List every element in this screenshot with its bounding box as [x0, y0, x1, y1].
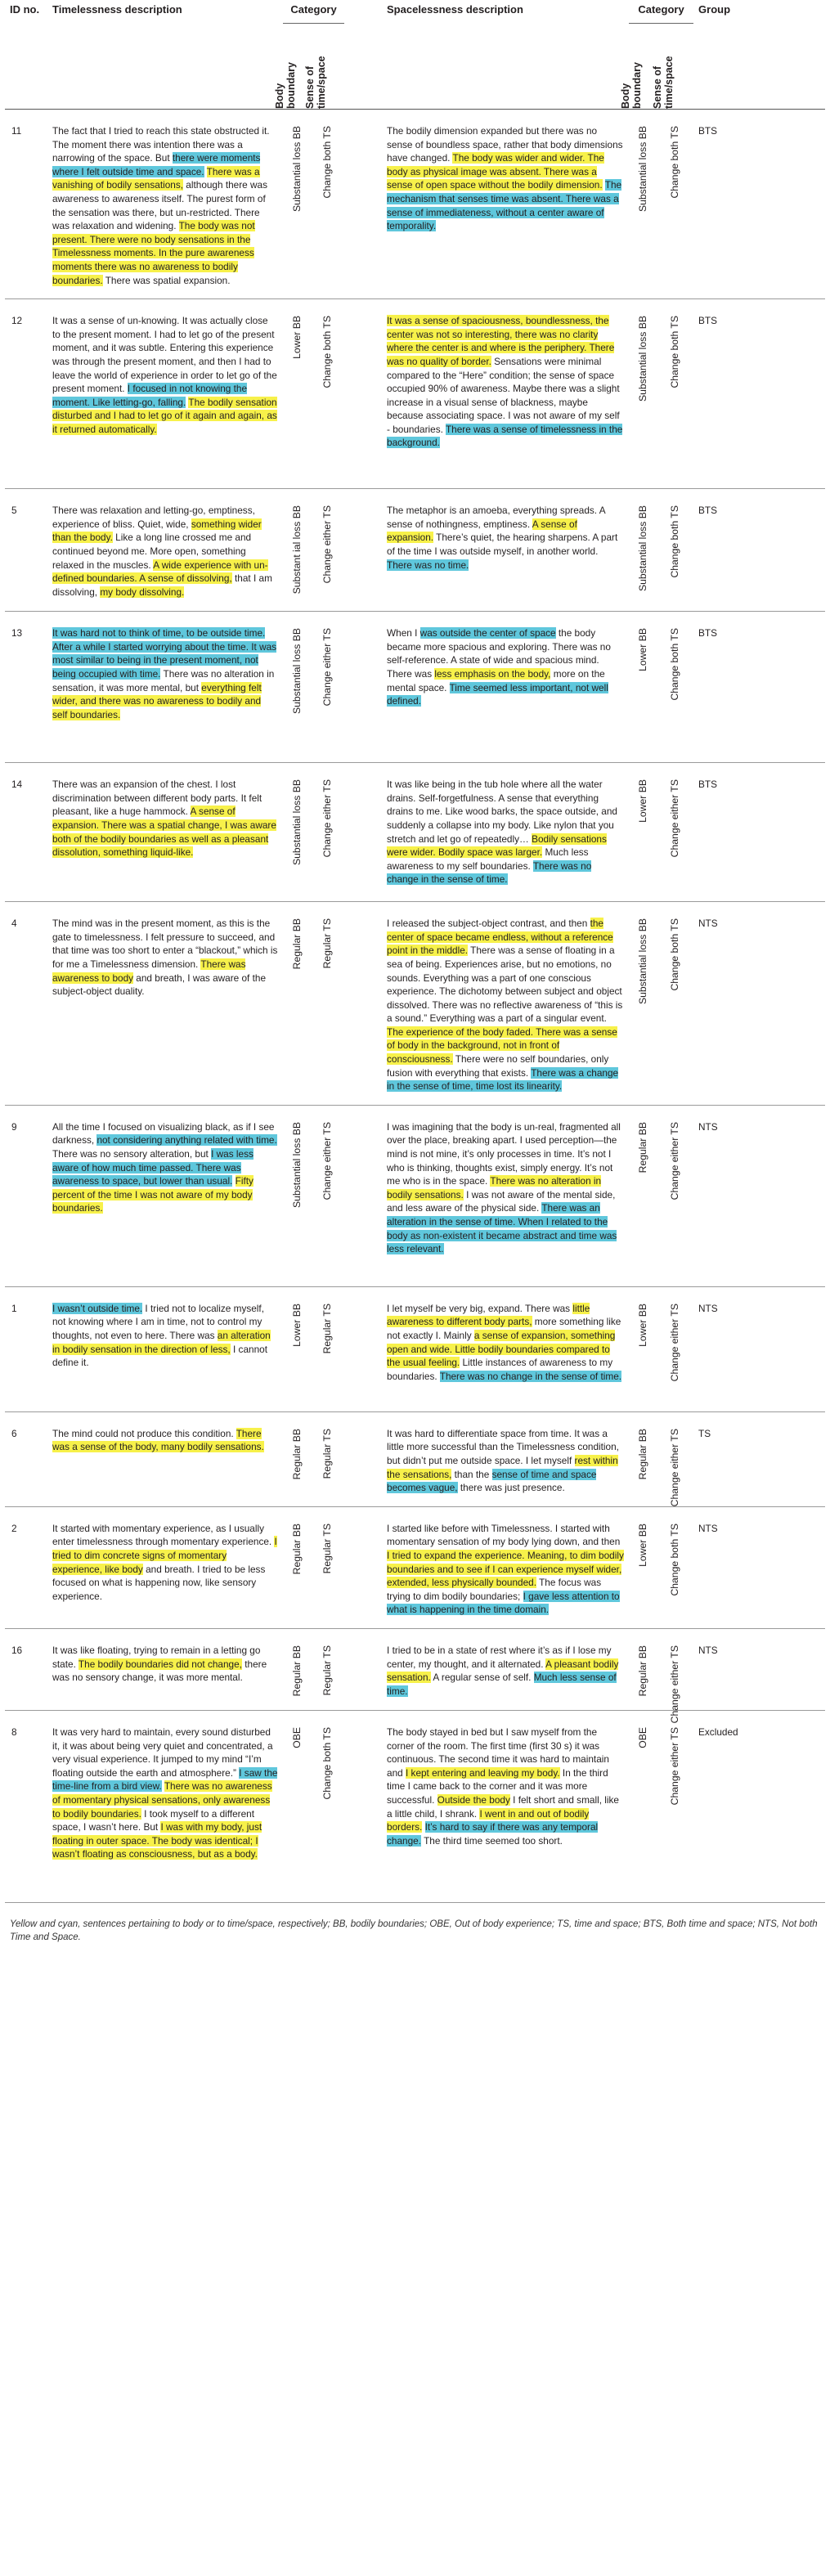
body-highlight: Bodily sensations were wider. Bodily space was larger. — [387, 832, 607, 859]
timeless-sense-time-space-header: Sense of time/space — [304, 56, 327, 109]
timelessness-description — [47, 1105, 283, 1286]
body-highlight: The body was wider and wider. The body as physical image was absent. There was a sense of open space without the bodily dimension. — [387, 152, 604, 191]
body-highlight: A wide experience with un-defined boundaries. A sense of dissolving, — [52, 559, 268, 585]
time-space-highlight: Much less sense of time. — [387, 1672, 617, 1697]
spaceless-sense-time-space — [656, 902, 693, 1106]
table-row — [5, 763, 825, 902]
text-segment: I tried to be in a state of rest where it’s as if I lose my center, my thought, and it alternated. — [387, 1644, 612, 1670]
timeless-sense-time-space — [310, 1286, 344, 1411]
spaceless-sense-time-space — [656, 1710, 693, 1902]
body-highlight: my body dissolving. — [100, 586, 185, 598]
group-cell: TS — [698, 1427, 711, 1439]
text-segment: It started with momentary experience, as I usually enter timelessness through momentary experience. — [52, 1522, 275, 1548]
text-segment: and breath, I was aware of the subject-object duality. — [52, 972, 267, 998]
spaceless-sense-time-space — [656, 1411, 693, 1506]
table-row — [5, 1710, 825, 1902]
timeless-body-boundary-label: Regular BB — [290, 1523, 303, 1575]
body-highlight: There was a vanishing of bodily sensations, — [52, 165, 260, 191]
text-segment: Sensations were minimal compared to the “Here” condition; the sense of space occupied 90% of awareness. Maybe there was a slight increase in a visual sense of blackness, maybe because associating space. I was not aware of my self - boundaries. — [387, 355, 620, 435]
spaceless-body-boundary — [629, 299, 656, 489]
timelessness-description — [47, 1628, 283, 1710]
time-space-highlight: I wasn’t outside time. — [52, 1302, 143, 1314]
timeless-sense-time-space — [310, 489, 344, 612]
text-segment: I tried not to localize myself, not knowing where I am in time, not to control my thoughts, not even to here. There was — [52, 1302, 264, 1342]
spaceless-sense-time-space-label: Change both TS — [669, 628, 681, 701]
group-cell: NTS — [698, 918, 718, 930]
time-space-highlight: sense of time and space becomes vague, — [387, 1468, 597, 1494]
text-segment: there was no sensory change, it was more mental. — [52, 1658, 267, 1684]
group-cell: NTS — [698, 1120, 718, 1133]
table-row — [5, 1628, 825, 1710]
body-highlight: Outside the body — [437, 1793, 510, 1806]
spacer-cell — [344, 1506, 382, 1628]
spaceless-body-boundary-label: Substantial loss BB — [636, 126, 648, 213]
group-header: Group — [698, 3, 731, 16]
spaceless-sense-time-space-label: Change either TS — [669, 779, 681, 858]
timeless-sense-time-space — [310, 1506, 344, 1628]
spaceless-sense-time-space — [656, 612, 693, 763]
text-segment: There was no sensory alteration, but — [52, 1148, 212, 1160]
id-cell: 5 — [11, 505, 17, 517]
body-highlight: something wider than the body. — [52, 518, 262, 544]
text-segment: The metaphor is an amoeba, everything spreads. A sense of nothingness, emptiness. — [387, 505, 605, 530]
text-segment: The fact that I tried to reach this state obstructed it. The moment there was intention there was a narrowing of the space. But — [52, 125, 270, 164]
body-highlight: It was a sense of spaciousness, boundlessness, the center was not so interesting, there was no clarity where the center is and where is the periphery. There was no quality of border. — [387, 315, 615, 367]
timeless-body-boundary-label: Regular BB — [290, 918, 303, 970]
text-segment: It was like being in the tub hole where all the water drains. Self-forgetfulness. A sense that everything drains to me. Like wood barks, the space outside, and suddenly a collapse into my body. Like nylon that you stretch and let go of repeatedly… — [387, 779, 617, 845]
timeless-sense-time-space — [310, 1628, 344, 1710]
body-highlight: There was awareness to body — [52, 958, 246, 984]
body-highlight: I tried to dim concrete signs of momentary experience, like body — [52, 1536, 277, 1575]
experience-table — [5, 0, 825, 1903]
id-header: ID no. — [10, 3, 40, 16]
body-highlight: There was no awareness of momentary physical sensations, only awareness to bodily boundaries. — [52, 1780, 272, 1820]
time-space-highlight: was outside the center of space — [419, 627, 556, 640]
timelessness-description — [47, 612, 283, 763]
spacer-cell — [344, 1628, 382, 1710]
text-segment: I cannot define it. — [52, 1343, 267, 1369]
spaceless-body-boundary — [629, 763, 656, 902]
text-segment: In the third time I came back to the corner and it was more successful. — [387, 1766, 608, 1806]
timeless-body-boundary-label: Regular BB — [290, 1645, 303, 1697]
spaceless-sense-time-space-label: Change both TS — [669, 126, 681, 199]
text-segment: there was just presence. — [457, 1482, 565, 1494]
body-highlight: I went in and out of bodily borders. — [387, 1807, 590, 1833]
spaceless-sense-time-space-label: Change both TS — [669, 918, 681, 991]
body-highlight: I tried to expand the experience. Meaning, to dim bodily boundaries and to see if I can experience myself wider, extended, less physically bounded. — [387, 1550, 624, 1589]
spaceless-body-boundary — [629, 902, 656, 1106]
timelessness-description — [47, 1506, 283, 1628]
timeless-body-boundary-label: Substantial loss BB — [290, 628, 303, 715]
spaceless-sense-time-space — [656, 1506, 693, 1628]
spaceless-sense-time-space — [656, 1628, 693, 1724]
time-space-highlight: There was no change in the sense of time. — [439, 1370, 622, 1382]
spaceless-body-boundary — [629, 1286, 656, 1411]
timeless-sense-time-space-label: Regular TS — [321, 1645, 333, 1696]
timeless-sense-time-space — [310, 1710, 344, 1902]
text-segment: It was very hard to maintain, every sound disturbed it, it was about being very quiet and concentrated, a very visual experience. It jumped to my mind “I’m floating outside the earth and atmosphere.” — [52, 1726, 273, 1779]
timeless-body-boundary — [283, 1506, 310, 1628]
spaceless-body-boundary-label: Regular BB — [636, 1428, 648, 1480]
text-segment: The mind was in the present moment, as this is the gate to timelessness. I felt pressure to succeed, and that time was too short to enter a “blackout,” which is for me a Timelessness dimension. — [52, 918, 278, 970]
timeless-sense-time-space — [310, 1105, 344, 1286]
spaceless-body-boundary-label: Regular BB — [636, 1121, 648, 1174]
time-space-highlight: I saw the time-line from a bird view. — [52, 1766, 278, 1793]
timeless-sense-time-space — [310, 110, 344, 299]
text-segment: There was relaxation and letting-go, emptiness, experience of bliss. Quiet, wide, — [52, 505, 255, 530]
text-segment: There was a sense of floating in a sea of being. Experiences arise, but no emotions, no sounds. Everything was a part of one conscious experience. The dichotomy between subject and object dissolved. There was no reflective awareness of “this is a sound.” Everything was a part of a singular event. — [387, 945, 623, 1025]
body-highlight: A sense of expansion. There was a spatial change, I was aware both of the bodily boundaries as well as a pleasant dissolution, something liquid-like. — [52, 806, 276, 859]
timeless-sense-time-space — [310, 299, 344, 489]
spaceless-sense-time-space-label: Change both TS — [669, 505, 681, 578]
text-segment: Much less awareness to my self boundaries. — [387, 846, 589, 872]
body-highlight: There was no alteration in bodily sensations. — [387, 1175, 602, 1200]
text-segment: There was an expansion of the chest. I lost discrimination between different body parts. It felt pleasant, like a huge hammock. — [52, 779, 262, 818]
spacelessness-description — [382, 612, 629, 763]
table-row — [5, 299, 825, 489]
timeless-sense-time-space-label: Change both TS — [321, 316, 333, 388]
spaceless-body-boundary — [629, 1506, 656, 1628]
spaceless-category-header: Category — [629, 0, 693, 24]
text-segment: There’s quiet, the hearing sharpens. A part of the time I was outside myself, in another world. — [387, 532, 618, 557]
spaceless-body-boundary — [629, 1628, 656, 1710]
spaceless-body-boundary-label: Substantial loss BB — [636, 505, 648, 592]
timelessness-description — [47, 110, 283, 299]
spaceless-sense-time-space — [656, 1105, 693, 1286]
timeless-body-boundary — [283, 1286, 310, 1411]
time-space-highlight: There was a sense of timelessness in the background. — [387, 423, 623, 449]
timeless-sense-time-space — [310, 763, 344, 902]
timeless-body-boundary — [283, 299, 310, 489]
spacelessness-description — [382, 1506, 629, 1628]
body-highlight: I kept entering and leaving my body. — [405, 1766, 560, 1779]
group-cell: BTS — [698, 505, 717, 517]
table-row — [5, 1105, 825, 1286]
spacelessness-description — [382, 299, 629, 489]
id-cell: 6 — [11, 1427, 17, 1439]
table-row — [5, 489, 825, 612]
text-segment: It was like floating, trying to remain in a letting go state. — [52, 1644, 261, 1670]
spaceless-body-boundary-label: Lower BB — [636, 1303, 648, 1347]
spacelessness-description — [382, 1105, 629, 1286]
timeless-body-boundary — [283, 1628, 310, 1710]
text-segment: and breath. I tried to be less focused on what is happening now, like sensory experience. — [52, 1563, 266, 1602]
timelessness-description — [47, 299, 283, 489]
timeless-sense-time-space — [310, 902, 344, 1106]
spacer-cell — [344, 1286, 382, 1411]
text-segment: I started like before with Timelessness. I started with momentary sensation of my body lying down, and then — [387, 1522, 621, 1548]
body-highlight: There was a sense of the body, many bodily sensations. — [52, 1427, 264, 1453]
timeless-sense-time-space-label: Change both TS — [321, 126, 333, 199]
time-space-highlight: There was no change in the sense of time. — [387, 859, 592, 886]
spacer-cell — [344, 110, 382, 299]
time-space-highlight: The mechanism that senses time was absent. There was a sense of immediateness, without a center aware of temporality. — [387, 179, 622, 232]
spaceless-body-boundary-label: Lower BB — [636, 628, 648, 671]
spacer-cell — [344, 299, 382, 489]
group-cell: NTS — [698, 1522, 718, 1534]
body-highlight: The body was not present. There were no body sensations in the Timelessness moments. In the pure awareness moments there was no awareness to bodily boundaries. — [52, 220, 255, 286]
group-cell: Excluded — [698, 1726, 738, 1738]
spaceless-sense-time-space — [656, 1286, 693, 1411]
group-cell: NTS — [698, 1644, 718, 1656]
spaceless-body-boundary-label: OBE — [636, 1726, 648, 1748]
body-highlight: less emphasis on the body, — [434, 667, 551, 680]
spacelessness-description — [382, 110, 629, 299]
text-segment: more something like not exactly I. Mainly — [387, 1316, 621, 1342]
spaceless-sense-time-space — [656, 110, 693, 299]
timeless-body-boundary-label: Lower BB — [290, 1303, 303, 1347]
spaceless-sense-time-space-label: Change either TS — [669, 1645, 681, 1724]
spacelessness-description — [382, 763, 629, 902]
id-cell: 4 — [11, 918, 17, 930]
text-segment: When I — [387, 627, 420, 640]
table-row — [5, 110, 825, 299]
time-space-highlight: I gave less attention to what is happening in the time domain. — [387, 1590, 620, 1616]
spaceless-sense-time-space-label: Change both TS — [669, 316, 681, 388]
body-highlight: I was with my body, just floating in outer space. The body was identical; I wasn’t floating as consciousness, but as a body. — [52, 1821, 262, 1860]
body-highlight: an alteration in bodily sensation in the direction of less, — [52, 1330, 271, 1355]
text-segment: I let myself be very big, expand. There was — [387, 1302, 573, 1314]
timeless-body-boundary — [283, 763, 310, 902]
table-row — [5, 902, 825, 1106]
table-row — [5, 1286, 825, 1411]
time-space-highlight: I focused in not knowing the moment. Like letting-go, falling. — [52, 383, 248, 408]
timeless-sense-time-space-label: Change both TS — [321, 1726, 333, 1800]
spaceless-body-boundary — [629, 489, 656, 612]
text-segment: Little instances of awareness to my boundaries. — [387, 1357, 613, 1382]
id-cell: 14 — [11, 779, 23, 791]
timeless-body-boundary — [283, 612, 310, 763]
spacer-cell — [344, 489, 382, 612]
time-space-highlight: It’s hard to say if there was any temporal change. — [387, 1821, 599, 1847]
body-highlight: The bodily sensation disturbed and I had to let go of it again and again, as it returned automatically. — [52, 396, 277, 435]
body-highlight: The experience of the body faded. There was a sense of body in the background, not in front of consciousness. — [387, 1025, 617, 1066]
timeless-sense-time-space-label: Change either TS — [321, 505, 333, 584]
spaceless-body-boundary-label: Substantial loss BB — [636, 316, 648, 402]
body-highlight: the center of space became endless, without a reference point in the middle. — [387, 918, 613, 957]
text-segment: more on the mental space. — [387, 667, 605, 693]
table-row — [5, 612, 825, 763]
spacer-cell — [344, 1105, 382, 1286]
timeless-body-boundary-label: Substantial loss BB — [290, 126, 303, 213]
timeless-sense-time-space-label: Change either TS — [321, 628, 333, 707]
timelessness-description — [47, 1411, 283, 1506]
text-segment: It was hard to differentiate space from time. It was a little more successful than the Timelessness condition, but didn’t put me outside space. I let myself — [387, 1427, 619, 1467]
text-segment: The mind could not produce this condition. — [52, 1427, 236, 1439]
time-space-highlight: There was no time. — [387, 559, 469, 571]
time-space-highlight: It was hard not to think of time, to be outside time. After a while I started worrying about the time. It was most similar to being in the present moment, not being occupied with time. — [52, 627, 277, 680]
id-cell: 1 — [11, 1302, 17, 1314]
spaceless-sense-time-space — [656, 299, 693, 489]
timeless-sense-time-space-label: Change either TS — [321, 779, 333, 858]
spacer-cell — [344, 902, 382, 1106]
spaceless-sense-time-space-header: Sense of time/space — [652, 56, 675, 109]
time-space-highlight: There was a change in the sense of time, time lost its linearity. — [387, 1066, 619, 1093]
text-segment: I was imagining that the body is un-real, fragmented all over the place, breaking apart. I used perception—the mind is not mine, it’s only processes in time. It’s not I who is thinking, thoughts exist, simply energy. It’s not me who is in the space. — [387, 1120, 621, 1187]
timeless-body-boundary-label: Lower BB — [290, 316, 303, 359]
timeless-body-boundary — [283, 1105, 310, 1286]
id-cell: 16 — [11, 1644, 23, 1656]
spaceless-body-boundary — [629, 1710, 656, 1902]
spaceless-body-boundary-header: Body boundary — [619, 62, 643, 109]
group-cell: BTS — [698, 627, 717, 640]
text-segment: It was a sense of un-knowing. It was actually close to the present moment. I had to let go of the present moment, and it was subtle. Entering this experience was through the present moment, and then I had to leave the world of experience in order to let go of the present moment. — [52, 315, 277, 395]
spaceless-body-boundary — [629, 110, 656, 299]
table-row — [5, 1506, 825, 1628]
timelessness-description — [47, 1286, 283, 1411]
spaceless-sense-time-space-label: Change either TS — [669, 1121, 681, 1200]
text-segment: There was spatial expansion. — [102, 274, 231, 286]
spaceless-sense-time-space — [656, 763, 693, 902]
timeless-body-boundary — [283, 1710, 310, 1902]
spacelessness-header: Spacelessness description — [387, 3, 523, 16]
time-space-highlight: there were moments where I felt outside time and space. — [52, 152, 261, 177]
id-cell: 8 — [11, 1726, 17, 1738]
text-segment: The third time seemed too short. — [421, 1834, 563, 1847]
spacelessness-description — [382, 902, 629, 1106]
timeless-body-boundary-label: Regular BB — [290, 1428, 303, 1480]
timeless-body-boundary — [283, 110, 310, 299]
timeless-body-boundary-header: Body boundary — [273, 62, 297, 109]
id-cell: 9 — [11, 1120, 17, 1133]
spaceless-body-boundary-label: Lower BB — [636, 779, 648, 823]
group-cell: NTS — [698, 1302, 718, 1314]
text-segment: The focus was trying to dim bodily boundaries; — [387, 1577, 602, 1602]
spaceless-sense-time-space-label: Change either TS — [669, 1726, 681, 1806]
timelessness-description — [47, 1710, 283, 1902]
timelessness-description — [47, 763, 283, 902]
body-highlight: a sense of expansion, something open and wide. Little bodily boundaries compared to the usual feeling. — [387, 1330, 616, 1369]
text-segment: I felt short and small, like a little child, I shrank. — [387, 1793, 619, 1820]
time-space-highlight: There was an alteration in the sense of time. When I related to the body as non-existent it became abstract and time was less relevant. — [387, 1202, 617, 1255]
timeless-body-boundary-label: Substantial loss BB — [290, 1121, 303, 1208]
text-segment: All the time I focused on visualizing black, as if I see darkness, — [52, 1120, 275, 1147]
spaceless-sense-time-space — [656, 489, 693, 612]
timeless-sense-time-space — [310, 1411, 344, 1506]
text-segment: There were no self boundaries, only fusion with everything that exists. — [387, 1053, 609, 1079]
text-segment: There was no alteration in sensation, it was more mental, but — [52, 667, 275, 693]
timeless-body-boundary — [283, 489, 310, 612]
spaceless-body-boundary-label: Substantial loss BB — [636, 918, 648, 1005]
id-cell: 11 — [11, 125, 22, 137]
timeless-sense-time-space-label: Change either TS — [321, 1121, 333, 1200]
spaceless-body-boundary-label: Regular BB — [636, 1645, 648, 1697]
spacer-cell — [344, 612, 382, 763]
spaceless-body-boundary — [629, 1105, 656, 1286]
body-highlight: A sense of expansion. — [387, 518, 577, 544]
spacelessness-description — [382, 1411, 629, 1506]
text-segment: although there was awareness to awareness itself. The purest form of the sensation was there, but un-restricted. There was relaxation and widening. — [52, 179, 267, 232]
timeless-body-boundary-label: Substantial loss BB — [290, 779, 303, 866]
spaceless-body-boundary-label: Lower BB — [636, 1523, 648, 1567]
spacelessness-description — [382, 1628, 629, 1710]
text-segment: that I am dissolving, — [52, 572, 272, 598]
body-highlight: A pleasant bodily sensation. — [387, 1658, 619, 1684]
timeless-sense-time-space — [310, 612, 344, 763]
timeless-sense-time-space-label: Regular TS — [321, 1523, 333, 1574]
timeless-body-boundary — [283, 1411, 310, 1506]
time-space-highlight: not considering anything related with time. — [96, 1134, 277, 1147]
table-footnote: Yellow and cyan, sentences pertaining to body or to time/space, respectively; BB, bodily boundaries; OBE, Out of body experience; TS, time and space; BTS, Both time and space; NTS, Not both Time and Space. — [10, 1919, 818, 1942]
time-space-highlight: Time seemed less important, not well defined. — [387, 681, 608, 707]
spaceless-sense-time-space-label: Change either TS — [669, 1428, 681, 1507]
body-highlight: little awareness to different body parts, — [387, 1302, 590, 1328]
text-segment: A regular sense of self. — [430, 1672, 534, 1684]
time-space-highlight: I was less aware of how much time passed. There was awareness to space, but lower than usual. — [52, 1148, 253, 1187]
text-segment: Like a long line crossed me and continued beyond me. More open, something relaxed in the muscles. — [52, 532, 252, 571]
text-segment: The bodily dimension expanded but there was no sense of boundless space, rather that body dimensions have changed. — [387, 125, 623, 164]
timeless-body-boundary-label: OBE — [290, 1726, 303, 1748]
timelessness-description — [47, 489, 283, 612]
id-cell: 2 — [11, 1522, 17, 1534]
spaceless-sense-time-space-label: Change either TS — [669, 1303, 681, 1382]
spacelessness-description — [382, 1286, 629, 1411]
text-segment: than the — [451, 1468, 492, 1480]
text-segment: the body became more spacious and exploring. There was no self-reference. A state of wide and spacious mind. There was — [387, 627, 611, 680]
body-highlight: everything felt wider, and there was no awareness to bodily and self boundaries. — [52, 681, 262, 720]
table-row — [5, 1411, 825, 1506]
timeless-body-boundary — [283, 902, 310, 1106]
timelessness-header: Timelessness description — [52, 3, 182, 16]
id-cell: 13 — [11, 627, 23, 640]
spaceless-body-boundary — [629, 612, 656, 763]
spaceless-sense-time-space-label: Change both TS — [669, 1523, 681, 1596]
timeless-body-boundary-label: Substant ial loss BB — [290, 505, 303, 595]
timeless-sense-time-space-label: Regular TS — [321, 1428, 333, 1479]
spacer-cell — [344, 763, 382, 902]
timeless-sense-time-space-label: Regular TS — [321, 918, 333, 969]
spacelessness-description — [382, 1710, 629, 1902]
text-segment: I released the subject-object contrast, and then — [387, 918, 590, 930]
spacer-cell — [344, 1411, 382, 1506]
group-cell: BTS — [698, 779, 717, 791]
timeless-category-header: Category — [283, 0, 344, 24]
body-highlight: Fifty percent of the time I was not aware of my body boundaries. — [52, 1175, 253, 1214]
text-segment: I was not aware of the mental side, and less aware of the physical side. — [387, 1188, 616, 1214]
group-cell: BTS — [698, 125, 717, 137]
body-highlight: rest within the sensations, — [387, 1455, 618, 1480]
text-segment: The body stayed in bed but I saw myself from the corner of the room. The first time (first 30 s) it was continuous. The second time it was hard to maintain and — [387, 1726, 609, 1779]
body-highlight: The bodily boundaries did not change, — [78, 1658, 242, 1670]
spacelessness-description — [382, 489, 629, 612]
group-cell: BTS — [698, 315, 717, 327]
spaceless-body-boundary — [629, 1411, 656, 1506]
timeless-sense-time-space-label: Regular TS — [321, 1303, 333, 1354]
id-cell: 12 — [11, 315, 23, 327]
timelessness-description — [47, 902, 283, 1106]
text-segment: I took myself to a different space, I wasn’t here. But — [52, 1807, 255, 1833]
spacer-cell — [344, 1710, 382, 1902]
